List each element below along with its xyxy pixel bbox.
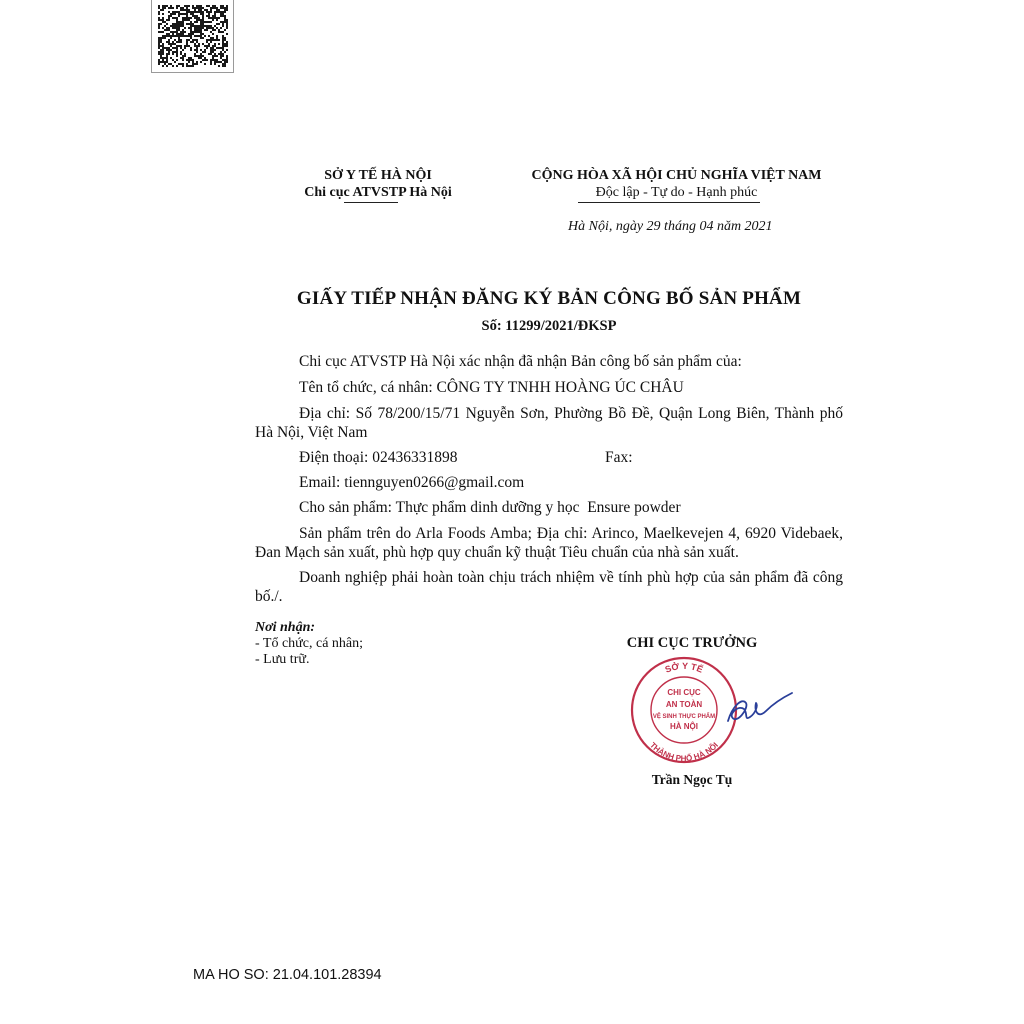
date-line: Hà Nội, ngày 29 tháng 04 năm 2021 — [568, 219, 773, 234]
fax-label: Fax: — [605, 449, 633, 466]
header-nation: CỘNG HÒA XÃ HỘI CHỦ NGHĨA VIỆT NAM — [531, 168, 822, 183]
qr-code — [151, 0, 234, 73]
recipients-heading: Nơi nhận: — [255, 620, 316, 635]
product-line — [299, 498, 681, 518]
email-value: tiennguyen0266@gmail.com — [344, 474, 525, 491]
signer-role: CHI CỤC TRƯỞNG — [626, 635, 758, 651]
maker-line-2: Đan Mạch sản xuất, phù hợp quy chuẩn kỹ thuật Tiêu chuẩn của nhà sản xuất. — [255, 544, 739, 561]
email-label: Email: — [299, 474, 341, 491]
org-value: CÔNG TY TNHH HOÀNG ÚC CHÂU — [436, 379, 684, 396]
header-motto: Độc lập - Tự do - Hạnh phúc — [595, 185, 758, 200]
responsibility-line-1: Doanh nghiệp phải hoàn toàn chịu trách nhiệm về tính phù hợp của sản phẩm đã công — [299, 569, 843, 586]
org-line — [299, 378, 684, 398]
recipient-item: - Tổ chức, cá nhân; — [255, 636, 364, 651]
address-label: Địa chỉ: — [299, 405, 351, 422]
header-right — [504, 167, 849, 201]
phone-label: Điện thoại: — [299, 449, 369, 466]
stamp-top-text: SỞ Y TẾ — [663, 660, 705, 675]
page-title: GIẤY TIẾP NHẬN ĐĂNG KÝ BẢN CÔNG BỐ SẢN PHẨM — [296, 288, 802, 309]
email-line — [299, 473, 524, 493]
header-dept: SỞ Y TẾ HÀ NỘI — [324, 168, 432, 183]
product-value: Thực phẩm dinh dưỡng y học Ensure powder — [395, 499, 681, 516]
org-label: Tên tổ chức, cá nhân: — [299, 379, 433, 396]
stamp-bottom-text: THÀNH PHỐ HÀ NỘI — [648, 740, 720, 764]
header-sub-dept: Chi cục ATVSTP Hà Nội — [304, 185, 452, 200]
document-number: Số: 11299/2021/ĐKSP — [481, 318, 617, 334]
qr-code-icon — [158, 5, 228, 67]
maker-line-1: Sản phẩm trên do Arla Foods Amba; Địa chỉ: Arinco, Maelkevejen 4, 6920 Videbaek, — [299, 525, 843, 542]
official-stamp — [620, 655, 820, 765]
stamp-line-1: CHI CỤC — [667, 688, 701, 697]
header-left — [268, 167, 488, 201]
address-line — [299, 404, 843, 424]
stamp-line-4: HÀ NỘI — [670, 722, 698, 731]
header-left-underline — [344, 202, 398, 203]
responsibility-line-2: bố./. — [255, 588, 283, 605]
header-right-underline — [578, 202, 760, 203]
body-intro: Chi cục ATVSTP Hà Nội xác nhận đã nhận Bản công bố sản phẩm của: — [299, 353, 742, 370]
record-code: MA HO SO: 21.04.101.28394 — [193, 967, 382, 983]
product-label: Cho sản phẩm: — [299, 499, 392, 516]
stamp-line-2: AN TOÀN — [665, 700, 703, 709]
signer-name: Trần Ngọc Tụ — [651, 772, 733, 787]
phone-value: 02436331898 — [372, 449, 458, 466]
recipients — [255, 620, 363, 668]
recipient-item: - Lưu trữ. — [255, 652, 310, 667]
stamp-line-3: VỆ SINH THỰC PHẨM — [652, 714, 716, 720]
phone-line — [299, 448, 457, 468]
handwritten-signature-icon — [728, 693, 792, 721]
address-continuation: Hà Nội, Việt Nam — [255, 424, 368, 441]
address-value: Số 78/200/15/71 Nguyễn Sơn, Phường Bồ Đề, Quận Long Biên, Thành phố — [355, 405, 843, 422]
